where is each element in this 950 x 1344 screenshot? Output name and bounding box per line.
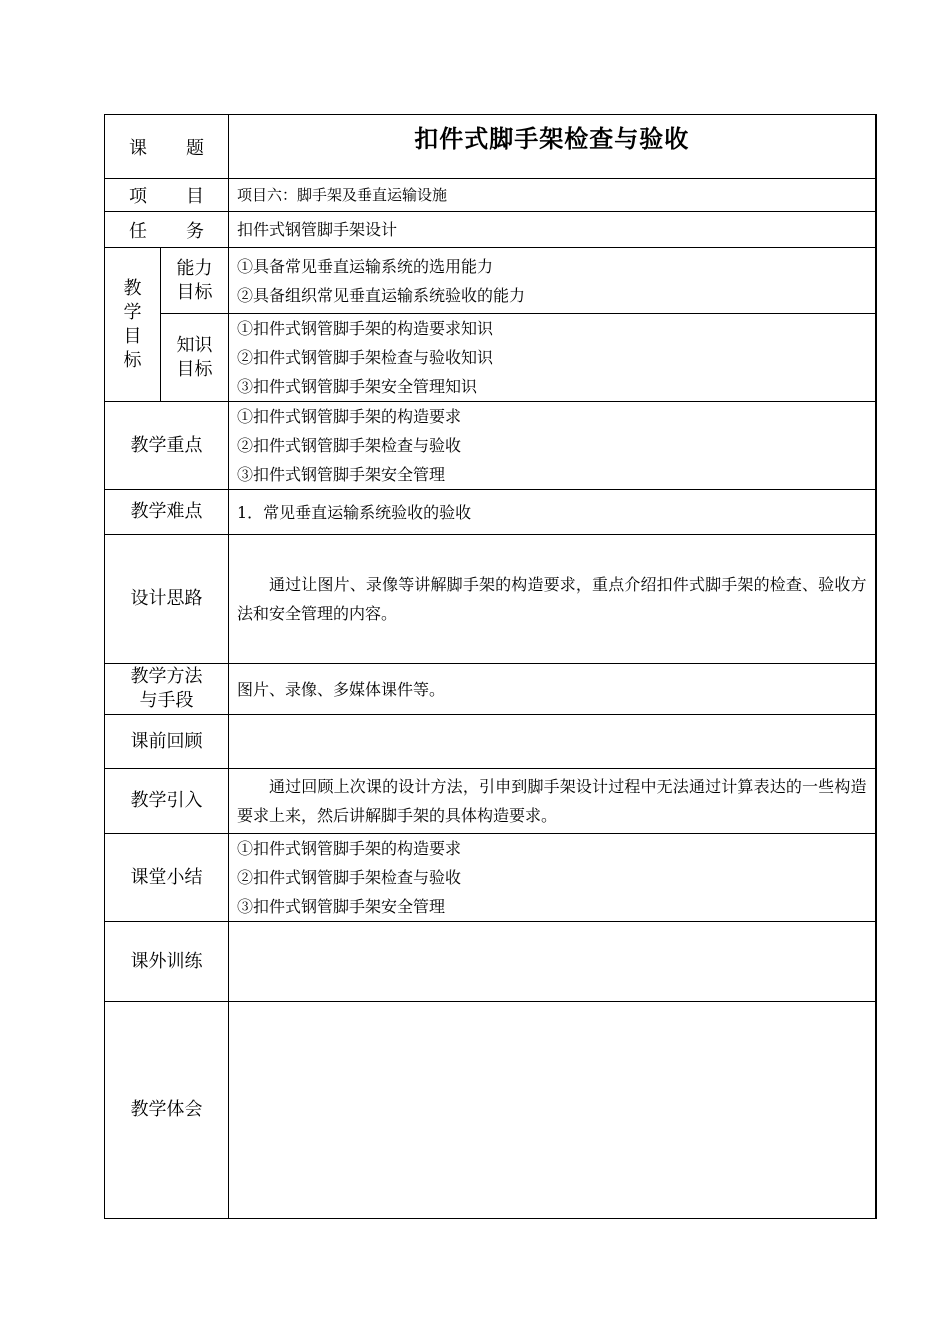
difficulty-text: 1．常见垂直运输系统验收的验收 [237, 502, 472, 522]
row-key-points [105, 402, 876, 490]
intro-cell [229, 769, 876, 834]
project-label-cell [105, 179, 229, 212]
intro-text: 通过回顾上次课的设计方法，引申到脚手架设计过程中无法通过计算表达的一些构造要求上来，然后讲解脚手架的具体构造要求。 [237, 777, 867, 825]
project-text: 项目六：脚手架及垂直运输设施 [237, 185, 448, 204]
summary-item-2: ②扣件式钢管脚手架检查与验收 [237, 868, 462, 887]
objectives-label-cell [105, 248, 161, 402]
objectives-label-char-2: 学 [123, 301, 142, 323]
ability-label-line-1: 能力 [176, 257, 213, 279]
method-cell [229, 664, 876, 715]
method-label-line-2: 与手段 [139, 690, 194, 711]
row-difficulty [105, 490, 876, 535]
objectives-label-char-4: 标 [123, 349, 142, 371]
project-cell [229, 179, 876, 212]
training-cell [229, 922, 876, 1002]
design-label: 设计思路 [130, 588, 203, 609]
method-label [105, 665, 228, 713]
training-label: 课外训练 [130, 950, 203, 972]
ability-label-line-2: 目标 [176, 281, 213, 303]
key-points-list [229, 402, 875, 489]
objectives-label-char-1: 教 [123, 277, 142, 299]
method-text: 图片、录像、多媒体课件等。 [237, 679, 446, 699]
row-intro [105, 769, 876, 834]
objectives-label-char-3: 目 [123, 325, 142, 347]
task-label-char-1: 任 [129, 220, 147, 242]
lesson-title: 扣件式脚手架检查与验收 [414, 125, 690, 153]
method-label-line-1: 教学方法 [130, 666, 203, 687]
ability-item-1: ①具备常见垂直运输系统的选用能力 [237, 256, 494, 276]
key-point-item-2: ②扣件式钢管脚手架检查与验收 [237, 436, 462, 455]
task-label-char-2: 务 [186, 220, 204, 242]
ability-list [229, 252, 875, 310]
review-label: 课前回顾 [130, 730, 203, 752]
title-cell [229, 115, 876, 179]
intro-label-cell [105, 769, 229, 834]
knowledge-label-line-1: 知识 [176, 334, 213, 356]
row-reflection [105, 1002, 876, 1219]
row-training [105, 922, 876, 1002]
intro-label: 教学引入 [130, 790, 203, 811]
lesson-plan-table [104, 114, 877, 1219]
reflection-cell [229, 1002, 876, 1219]
row-task [105, 212, 876, 248]
knowledge-item-1: ①扣件式钢管脚手架的构造要求知识 [237, 319, 494, 338]
knowledge-label-cell [161, 314, 229, 402]
ability-cell [229, 248, 876, 314]
task-text: 扣件式钢管脚手架设计 [237, 220, 398, 239]
summary-item-3: ③扣件式钢管脚手架安全管理 [237, 897, 446, 916]
knowledge-label [177, 334, 213, 382]
row-ability [105, 248, 876, 314]
reflection-label-cell [105, 1002, 229, 1219]
row-summary [105, 834, 876, 922]
title-label-char-1: 课 [129, 137, 147, 159]
ability-label [177, 257, 213, 305]
row-method [105, 664, 876, 715]
key-points-label: 教学重点 [130, 434, 203, 456]
key-points-cell [229, 402, 876, 490]
knowledge-item-3: ③扣件式钢管脚手架安全管理知识 [237, 377, 478, 396]
title-label-char-2: 题 [186, 137, 204, 159]
difficulty-cell [229, 490, 876, 535]
key-point-item-1: ①扣件式钢管脚手架的构造要求 [237, 407, 462, 426]
key-point-item-3: ③扣件式钢管脚手架安全管理 [237, 465, 446, 484]
summary-label-cell [105, 834, 229, 922]
method-label-cell [105, 664, 229, 715]
ability-label-cell [161, 248, 229, 314]
difficulty-label-cell [105, 490, 229, 535]
ability-item-2: ②具备组织常见垂直运输系统验收的能力 [237, 285, 526, 305]
row-project [105, 179, 876, 212]
review-cell [229, 715, 876, 769]
summary-item-1: ①扣件式钢管脚手架的构造要求 [237, 839, 462, 858]
summary-cell [229, 834, 876, 922]
task-cell [229, 212, 876, 248]
row-review [105, 715, 876, 769]
training-label-cell [105, 922, 229, 1002]
row-title [105, 115, 876, 179]
key-points-label-cell [105, 402, 229, 490]
design-text: 通过让图片、录像等讲解脚手架的构造要求，重点介绍扣件式脚手架的检查、验收方法和安全管理的内容。 [237, 575, 867, 623]
row-design [105, 535, 876, 664]
project-label-char-1: 项 [129, 186, 147, 207]
knowledge-cell [229, 314, 876, 402]
summary-label: 课堂小结 [130, 866, 203, 888]
task-label-cell [105, 212, 229, 248]
knowledge-label-line-2: 目标 [176, 358, 213, 380]
knowledge-list [229, 314, 875, 401]
objectives-label [124, 277, 142, 373]
difficulty-label: 教学难点 [130, 501, 203, 522]
summary-list [229, 834, 875, 921]
reflection-label: 教学体会 [130, 1099, 203, 1120]
title-label-cell [105, 115, 229, 179]
review-label-cell [105, 715, 229, 769]
project-label-char-2: 目 [186, 186, 204, 207]
design-label-cell [105, 535, 229, 664]
row-knowledge [105, 314, 876, 402]
knowledge-item-2: ②扣件式钢管脚手架检查与验收知识 [237, 348, 494, 367]
design-cell [229, 535, 876, 664]
